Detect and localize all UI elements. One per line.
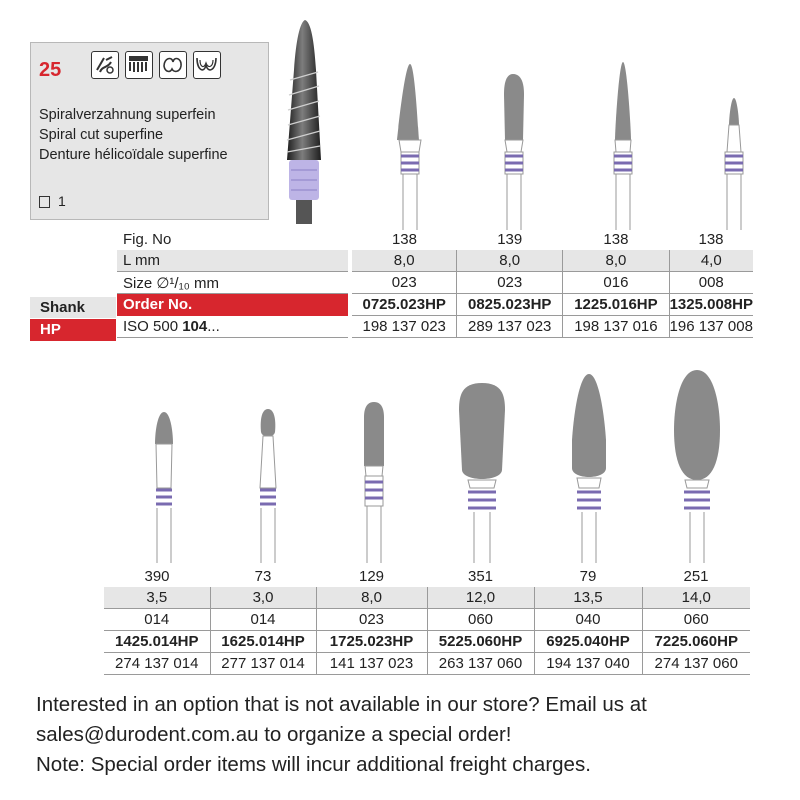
length-cell: 8,0 [563, 250, 669, 272]
fig-label: Fig. No [123, 231, 172, 248]
bur-drawing-1625 [260, 409, 276, 563]
series-number: 25 [39, 59, 62, 81]
iso-cell: 141 137 023 [316, 653, 427, 675]
spec-table-bottom [104, 566, 750, 675]
iso-cell: 263 137 060 [427, 653, 534, 675]
iso-cell: 274 137 060 [642, 653, 750, 675]
size-cell: 023 [457, 272, 563, 294]
fig-cell: 351 [467, 568, 494, 585]
bur-drawing-0825 [504, 74, 524, 230]
size-cell: 060 [642, 609, 750, 631]
fig-cell: 138 [603, 231, 629, 248]
length-row [117, 250, 753, 272]
order-row [104, 631, 750, 653]
pack-quantity-value: 1 [58, 193, 66, 209]
iso-row [117, 316, 753, 338]
size-cell: 040 [534, 609, 642, 631]
size-label: Size ∅¹/₁₀ mm [117, 272, 348, 294]
iso-cell: 196 137 008 [669, 316, 753, 338]
order-number[interactable]: 1325.008HP [669, 294, 753, 316]
fig-cell: 138 [698, 231, 724, 248]
fig-row [117, 229, 753, 250]
length-cell: 12,0 [427, 587, 534, 609]
description-de: Spiralverzahnung superfein [39, 107, 216, 123]
fig-cell: 73 [254, 568, 272, 585]
size-cell: 023 [316, 609, 427, 631]
size-cell: 008 [669, 272, 753, 294]
description-fr: Denture hélicoïdale superfine [39, 147, 228, 163]
length-cell: 14,0 [642, 587, 750, 609]
length-cell: 3,0 [210, 587, 316, 609]
description-en: Spiral cut superfine [39, 127, 164, 143]
length-label: L mm [117, 250, 348, 272]
bur-drawing-0725 [397, 64, 421, 230]
note-line-3: Note: Special order items will incur additional freight charges. [36, 753, 591, 776]
fig-cell: 251 [683, 568, 709, 585]
iso-cell: 198 137 016 [563, 316, 669, 338]
fig-cell: 129 [358, 568, 385, 585]
photo-bur [287, 20, 321, 224]
fig-cell: 390 [144, 568, 170, 585]
hp-label: HP [30, 319, 116, 341]
note-line-1: Interested in an option that is not available in our store? Email us at [36, 693, 647, 716]
size-cell: 060 [427, 609, 534, 631]
size-row [117, 272, 753, 294]
bur-drawing-7225 [674, 370, 720, 563]
size-cell: 023 [352, 272, 456, 294]
length-cell: 3,5 [104, 587, 210, 609]
order-number[interactable]: 0825.023HP [457, 294, 563, 316]
bur-drawing-1725 [364, 402, 384, 563]
special-order-note [36, 690, 776, 780]
order-number[interactable]: 1725.023HP [316, 631, 427, 653]
iso-cell: 194 137 040 [534, 653, 642, 675]
length-cell: 8,0 [316, 587, 427, 609]
length-cell: 4,0 [669, 250, 753, 272]
order-number[interactable]: 6925.040HP [534, 631, 642, 653]
order-number[interactable]: 0725.023HP [352, 294, 456, 316]
order-row [117, 294, 753, 316]
length-cell: 8,0 [457, 250, 563, 272]
bur-drawing-6925 [572, 374, 606, 563]
order-number[interactable]: 7225.060HP [642, 631, 750, 653]
shank-label: Shank [30, 297, 116, 318]
fig-cell: 139 [497, 231, 523, 248]
order-label: Order No. [117, 294, 348, 316]
size-cell: 014 [210, 609, 316, 631]
bur-drawing-1325 [725, 98, 743, 230]
iso-cell: 277 137 014 [210, 653, 316, 675]
size-cell: 014 [104, 609, 210, 631]
order-number[interactable]: 1625.014HP [210, 631, 316, 653]
iso-cell: 274 137 014 [104, 653, 210, 675]
size-cell: 016 [563, 272, 669, 294]
order-number[interactable]: 1425.014HP [104, 631, 210, 653]
spec-table-top [117, 229, 753, 338]
length-cell: 13,5 [534, 587, 642, 609]
size-row [104, 609, 750, 631]
iso-row [104, 653, 750, 675]
fig-row [104, 566, 750, 587]
order-number[interactable]: 1225.016HP [563, 294, 669, 316]
iso-cell: 289 137 023 [457, 316, 563, 338]
fig-cell: 138 [391, 231, 417, 248]
fig-cell: 79 [579, 568, 597, 585]
iso-label: ISO 500 104... [117, 316, 348, 338]
length-row [104, 587, 750, 609]
bur-drawing-1225 [614, 62, 632, 230]
length-cell: 8,0 [352, 250, 456, 272]
bur-drawing-5225 [459, 383, 505, 563]
bur-drawing-1425 [155, 412, 173, 563]
iso-cell: 198 137 023 [352, 316, 456, 338]
order-number[interactable]: 5225.060HP [427, 631, 534, 653]
note-line-2: sales@durodent.com.au to organize a special order! [36, 723, 512, 746]
